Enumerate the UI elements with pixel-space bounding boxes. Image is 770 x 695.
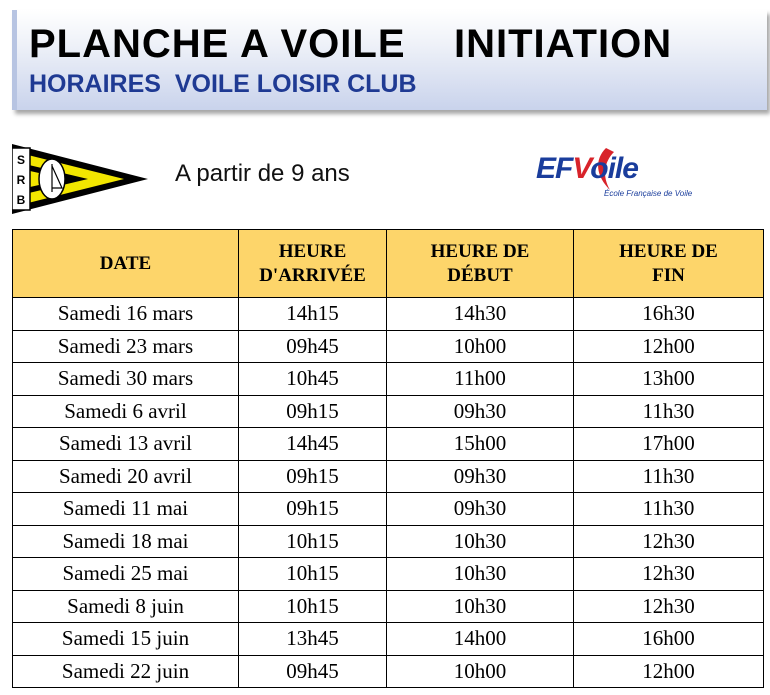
end-time-cell: 11h30 [574, 395, 764, 428]
date-cell: Samedi 18 mai [13, 525, 239, 558]
schedule-table [12, 229, 764, 688]
date-cell: Samedi 8 juin [13, 590, 239, 623]
table-row [13, 590, 764, 623]
end-time-cell: 16h00 [574, 623, 764, 656]
start-time-cell: 14h30 [387, 298, 574, 331]
end-time-cell: 11h30 [574, 493, 764, 526]
logo-tagline: École Française de Voile [604, 189, 693, 198]
arrival-time-cell: 14h15 [239, 298, 387, 331]
end-time-cell: 12h00 [574, 330, 764, 363]
start-time-cell: 11h00 [387, 363, 574, 396]
flag-letter-r: R [16, 173, 26, 187]
table-row [13, 525, 764, 558]
date-cell: Samedi 15 juin [13, 623, 239, 656]
table-header-row [13, 230, 764, 298]
start-time-cell: 09h30 [387, 460, 574, 493]
start-time-cell: 10h30 [387, 558, 574, 591]
start-time-cell: 10h30 [387, 525, 574, 558]
end-time-cell: 13h00 [574, 363, 764, 396]
arrival-time-cell: 09h15 [239, 460, 387, 493]
date-cell: Samedi 13 avril [13, 428, 239, 461]
column-header-arrival: HEURE D'ARRIVÉE [239, 230, 387, 298]
table-row [13, 363, 764, 396]
age-requirement: A partir de 9 ans [175, 160, 350, 187]
arrival-time-cell: 10h15 [239, 525, 387, 558]
table-row [13, 428, 764, 461]
efvoile-logo [536, 146, 701, 202]
end-time-cell: 12h00 [574, 655, 764, 688]
date-cell: Samedi 20 avril [13, 460, 239, 493]
start-time-cell: 14h00 [387, 623, 574, 656]
flag-letter-s: S [16, 153, 26, 167]
table-row [13, 330, 764, 363]
table-row [13, 395, 764, 428]
date-cell: Samedi 30 mars [13, 363, 239, 396]
start-time-cell: 09h30 [387, 395, 574, 428]
arrival-time-cell: 10h15 [239, 558, 387, 591]
table-row [13, 655, 764, 688]
date-cell: Samedi 25 mai [13, 558, 239, 591]
logo-wordmark: EFVoile [536, 152, 638, 185]
end-time-cell: 17h00 [574, 428, 764, 461]
date-cell: Samedi 11 mai [13, 493, 239, 526]
arrival-time-cell: 10h45 [239, 363, 387, 396]
column-header-end: HEURE DE FIN [574, 230, 764, 298]
end-time-cell: 12h30 [574, 558, 764, 591]
page-title: PLANCHE A VOILE INITIATION [29, 22, 673, 66]
page-subtitle: HORAIRES VOILE LOISIR CLUB [29, 70, 417, 98]
date-cell: Samedi 16 mars [13, 298, 239, 331]
arrival-time-cell: 09h45 [239, 330, 387, 363]
arrival-time-cell: 09h15 [239, 493, 387, 526]
title-banner [12, 10, 767, 110]
date-cell: Samedi 22 juin [13, 655, 239, 688]
column-header-start: HEURE DE DÉBUT [387, 230, 574, 298]
date-cell: Samedi 6 avril [13, 395, 239, 428]
arrival-time-cell: 10h15 [239, 590, 387, 623]
end-time-cell: 16h30 [574, 298, 764, 331]
end-time-cell: 12h30 [574, 590, 764, 623]
arrival-time-cell: 14h45 [239, 428, 387, 461]
date-cell: Samedi 23 mars [13, 330, 239, 363]
table-row [13, 623, 764, 656]
flag-letter-b: B [16, 193, 26, 207]
club-flag-logo [12, 144, 148, 214]
table-row [13, 298, 764, 331]
column-header-date: DATE [13, 230, 239, 298]
end-time-cell: 12h30 [574, 525, 764, 558]
start-time-cell: 10h00 [387, 655, 574, 688]
start-time-cell: 10h30 [387, 590, 574, 623]
end-time-cell: 11h30 [574, 460, 764, 493]
arrival-time-cell: 09h15 [239, 395, 387, 428]
arrival-time-cell: 13h45 [239, 623, 387, 656]
table-row [13, 493, 764, 526]
table-row [13, 460, 764, 493]
start-time-cell: 10h00 [387, 330, 574, 363]
start-time-cell: 09h30 [387, 493, 574, 526]
arrival-time-cell: 09h45 [239, 655, 387, 688]
start-time-cell: 15h00 [387, 428, 574, 461]
table-row [13, 558, 764, 591]
